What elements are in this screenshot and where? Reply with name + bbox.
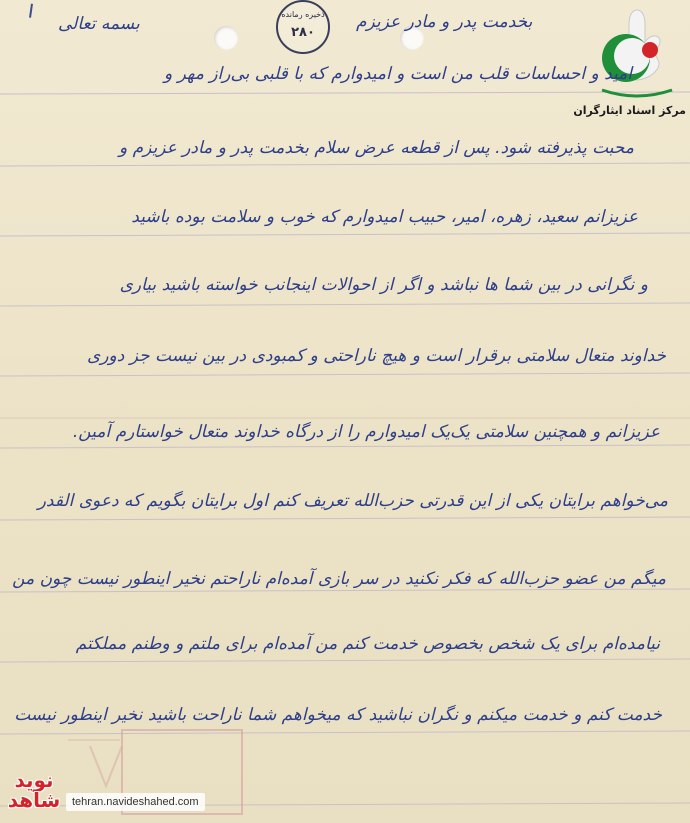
greeting-line: بخدمت پدر و مادر عزیزم <box>356 12 533 32</box>
letter-line: میگم من عضو حزب‌الله که فکر نکنید در سر بازی آمده‌ام ناراحتم نخیر اینطور نیست چون من <box>12 569 666 589</box>
letter-line: و نگرانی در بین شما ها نباشد و اگر از احوالات اینجانب خواسته باشید بیاری <box>119 275 648 295</box>
letter-line: خدمت کنم و خدمت میکنم و نگران نباشید که میخواهم شما ناراحت باشید نخیر اینطور نیست <box>14 705 662 725</box>
letter-line: امید و احساسات قلب من است و امیدوارم که با قلبی بی‌راز مهر و <box>163 64 632 84</box>
navideshahed-logo: نوید شاهد <box>7 768 61 812</box>
archive-stamp-label: ذخیره رمانده <box>281 10 325 19</box>
logo-caption: مرکز اسناد ایثارگران <box>573 104 686 117</box>
letter-line: می‌خواهم برایتان یکی از این قدرتی حزب‌الله تعریف کنم اول برایتان بگویم که دعوی القدر <box>37 491 668 511</box>
letter-line: خداوند متعال سلامتی برقرار است و هیچ ناراحتی و کمبودی در بین نیست جز دوری <box>87 346 666 366</box>
isargaran-logo-icon <box>592 6 682 101</box>
letter-line: عزیزانم سعید، زهره، امیر، حبیب امیدوارم که خوب و سلامت بوده باشید <box>131 207 638 227</box>
source-url: tehran.navideshahed.com <box>66 793 205 811</box>
letter-line: عزیزانم و همچنین سلامتی یک‌یک امیدوارم را از درگاه خداوند متعال خواستارم آمین. <box>72 422 660 442</box>
basmala: بسمه تعالی <box>58 14 140 34</box>
punch-hole <box>214 26 238 50</box>
letter-line: محبت پذیرفته شود. پس از قطعه عرض سلام بخدمت پدر و مادر عزیزم و <box>119 138 634 158</box>
archive-stamp <box>276 0 330 54</box>
letter-line: نیامده‌ام برای یک شخص بخصوص خدمت کنم من آمده‌ام برای ملتم و وطنم مملکتم <box>75 634 660 654</box>
archive-stamp-number: ۲۸۰ <box>291 25 315 40</box>
